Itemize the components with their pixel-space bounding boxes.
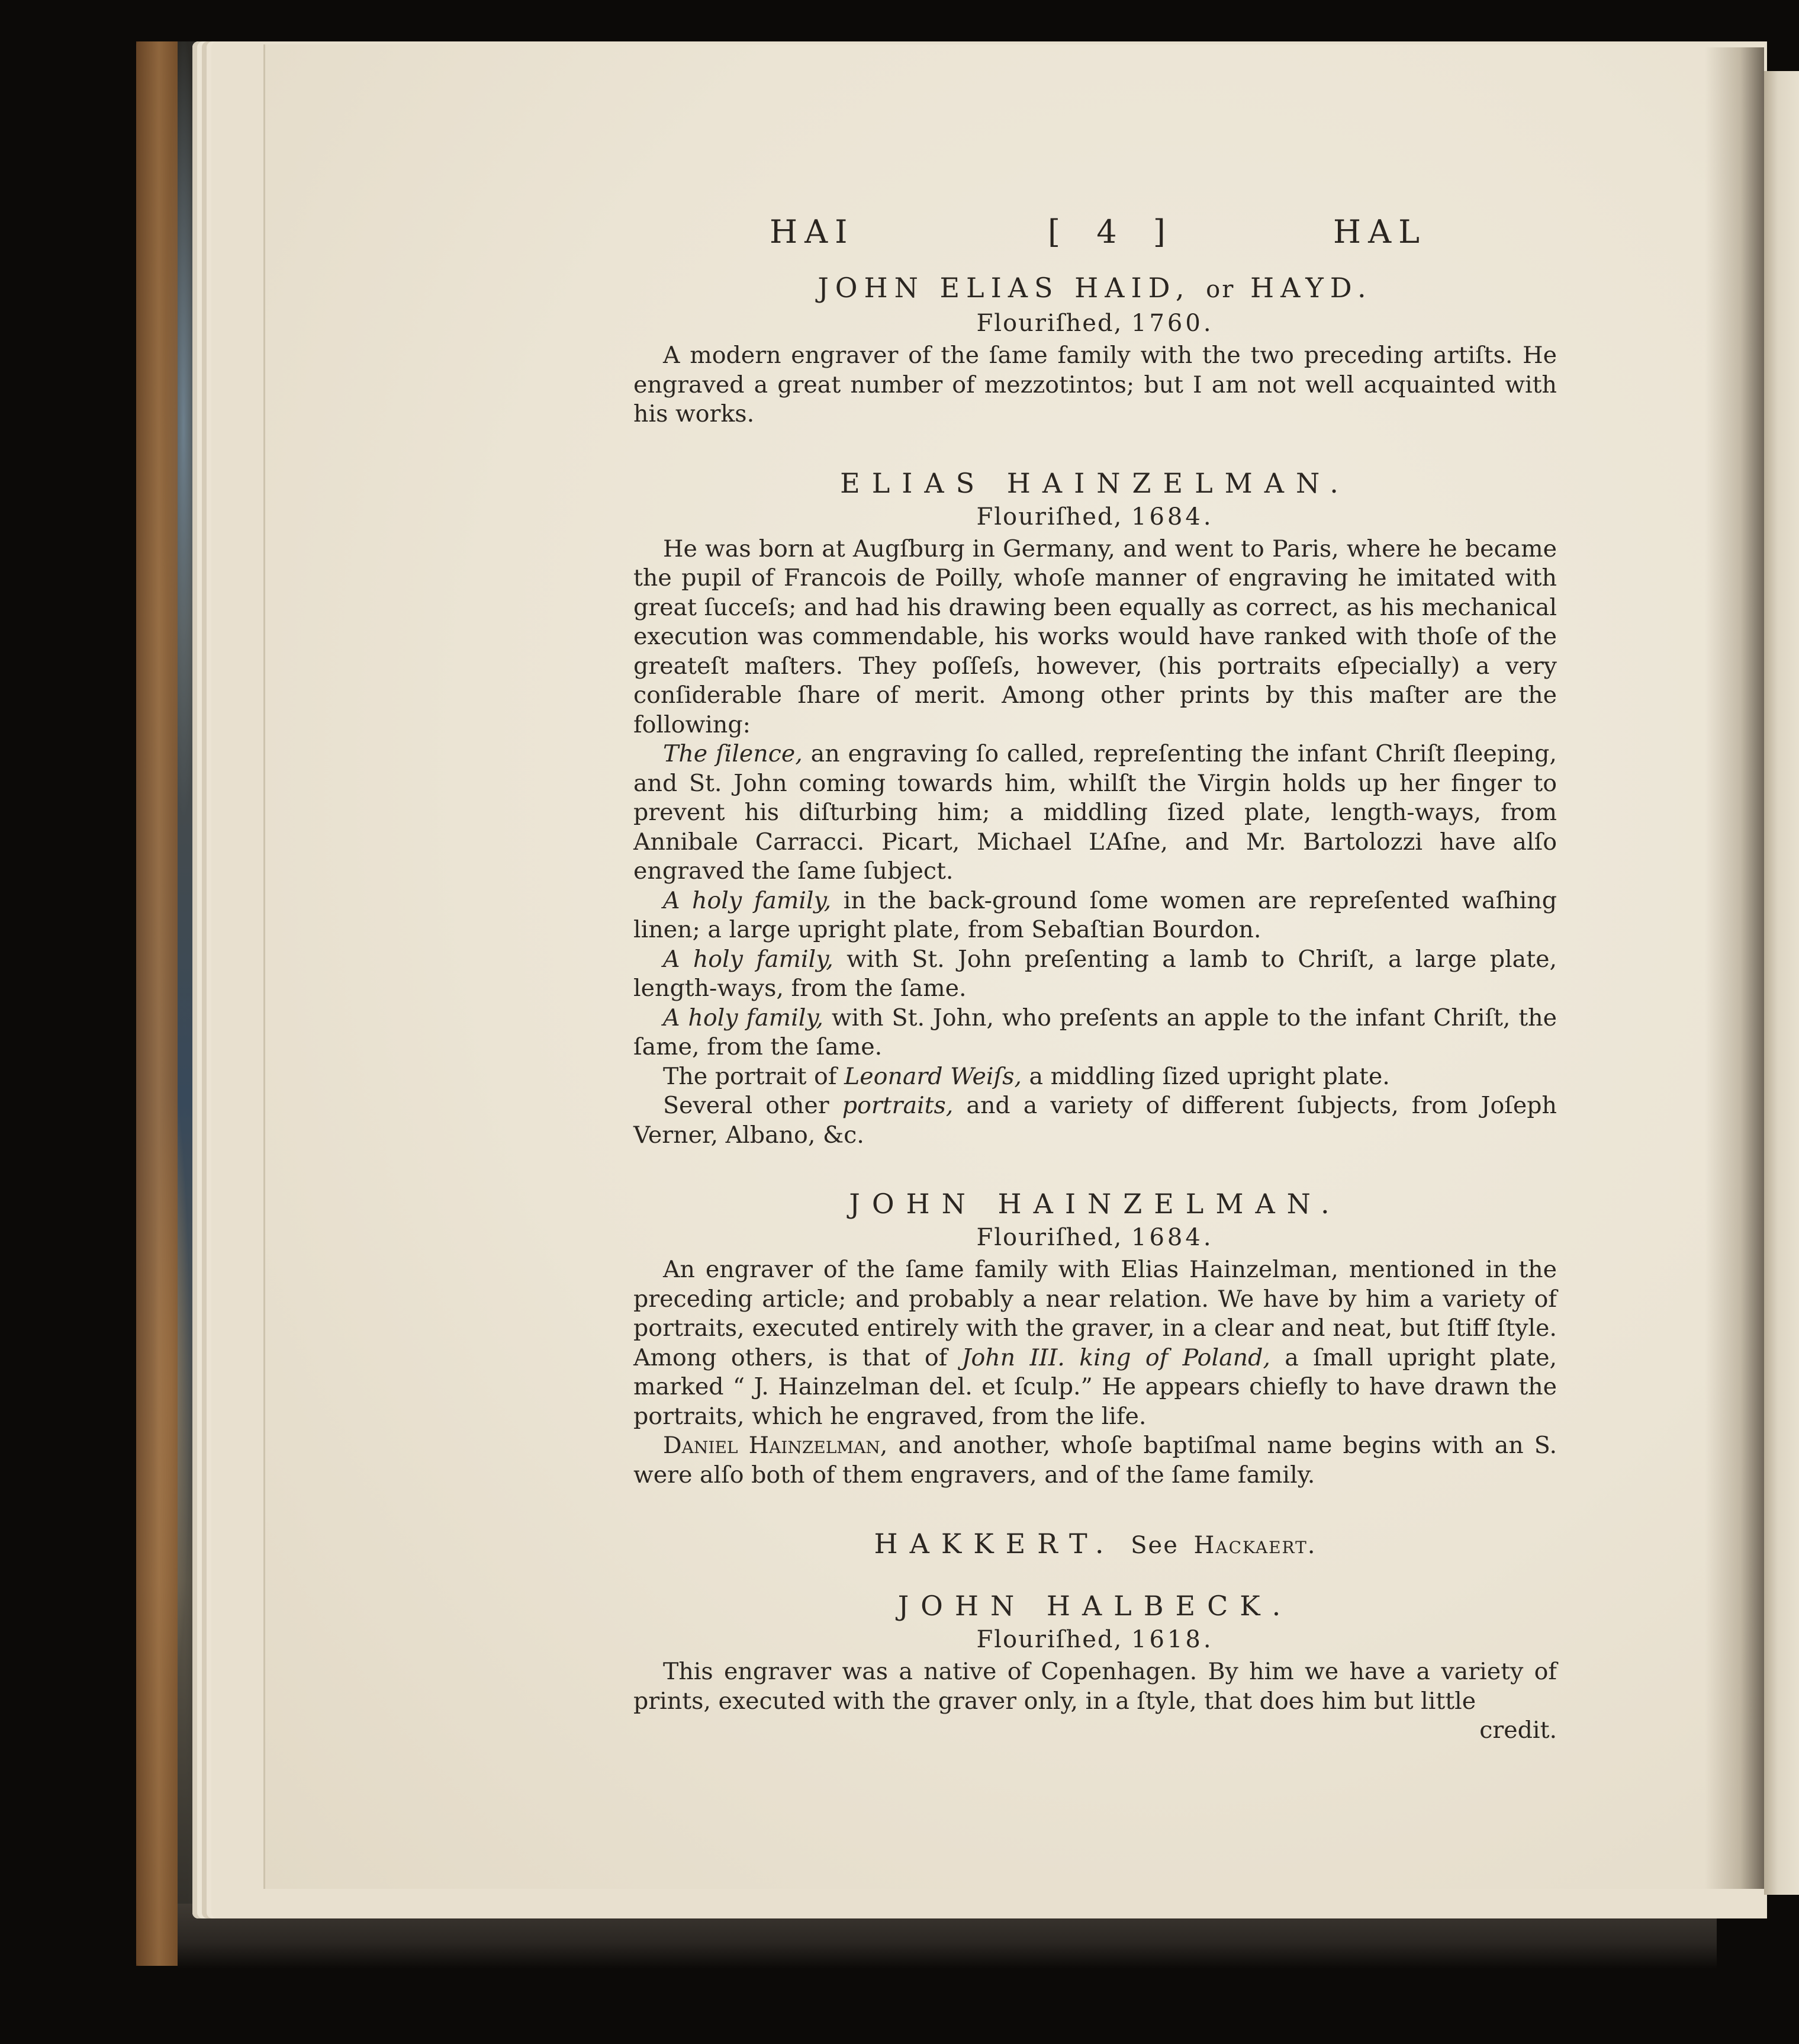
entry-paragraph: This engraver was a native of Copenhagen. By him we have a variety of prints, executed with the graver only, in a ſtyle, that does him but little — [633, 1658, 1557, 1715]
work-item: A holy family, in the back-ground ſome women are repreſented waſhing linen; a large upright plate, from Sebaſtian Bourdon. — [633, 886, 1557, 943]
entry-heading: JOHN HALBECK. — [897, 1590, 1293, 1622]
entry-paragraph: Daniel Hainzelman, and another, whoſe baptiſmal name begins with an S. were alſo both of them engravers, and of the ſame family. — [633, 1432, 1557, 1489]
work-item: Several other portraits, and a variety of different ſubjects, from Joſeph Verner, Albano, &c. — [633, 1092, 1557, 1149]
entry-heading: HAKKERT. See Hackaert. — [874, 1528, 1317, 1560]
page-gutter-shadow — [1705, 47, 1764, 1889]
facing-page-edge — [1764, 71, 1799, 1895]
running-head-left: HAI — [770, 213, 855, 250]
entry-paragraph: A modern engraver of the ſame family with the two preceding artiſts. He engraved a great number of mezzotintos; but I am not well acquainted with his works. — [633, 342, 1557, 428]
running-head-right: HAL — [1333, 213, 1427, 250]
work-item: A holy family, with St. John preſenting a lamb to Chriſt, a large plate, length-ways, from the ſame. — [633, 945, 1557, 1002]
flourished-line: Flouriſhed, 1684. — [976, 1224, 1214, 1251]
entry-heading: ELIAS HAINZELMAN. — [840, 467, 1350, 499]
work-item: The portrait of Leonard Weiſs, a middling ſized upright plate. — [663, 1062, 1390, 1090]
flourished-line: Flouriſhed, 1618. — [976, 1626, 1214, 1653]
work-item: The ſilence, an engraving ſo called, repreſenting the infant Chriſt ſleeping, and St. John coming towards him, whilſt the Virgin holds up her finger to prevent his diſturbing him; a middling ſized plate, length-ways, from Annibale Carracci. Picart, Michael L’Aſne, and Mr. Bartolozzi have alſo engraved the ſame ſubject. — [633, 740, 1557, 885]
running-head — [770, 213, 1427, 255]
flourished-line: Flouriſhed, 1760. — [976, 310, 1214, 337]
flourished-line: Flouriſhed, 1684. — [976, 503, 1214, 531]
catchword: credit. — [1479, 1717, 1557, 1744]
page-number: [ 4 ] — [1048, 213, 1179, 250]
entry-heading: JOHN HAINZELMAN. — [849, 1188, 1341, 1220]
leather-spine — [136, 41, 178, 1966]
entry-heading: JOHN ELIAS HAID, or HAYD. — [818, 272, 1373, 304]
work-item: A holy family, with St. John, who preſents an apple to the infant Chriſt, the ſame, from the ſame. — [633, 1004, 1557, 1060]
entry-paragraph: He was born at Augſburg in Germany, and went to Paris, where he became the pupil of Francois de Poilly, whoſe manner of engraving he imitated with great ſucceſs; and had his drawing been equally as correct, as his mechanical execution was commendable, his works would have ranked with thoſe of the greateſt maſters. They poſſeſs, however, (his portraits eſpecially) a very conſiderable ſhare of merit. Among other prints by this maſter are the following: — [633, 535, 1557, 738]
page-text — [633, 269, 1557, 1746]
entry-paragraph: An engraver of the ſame family with Elias Hainzelman, mentioned in the preceding article; and probably a near relation. We have by him a variety of portraits, executed entirely with the graver, in a clear and neat, but ſtiff ſtyle. Among others, is that of John III. king of Poland, a ſmall upright plate, marked “ J. Hainzelman del. et ſculp.” He appears chiefly to have drawn the portraits, which he engraved, from the life. — [633, 1256, 1557, 1430]
